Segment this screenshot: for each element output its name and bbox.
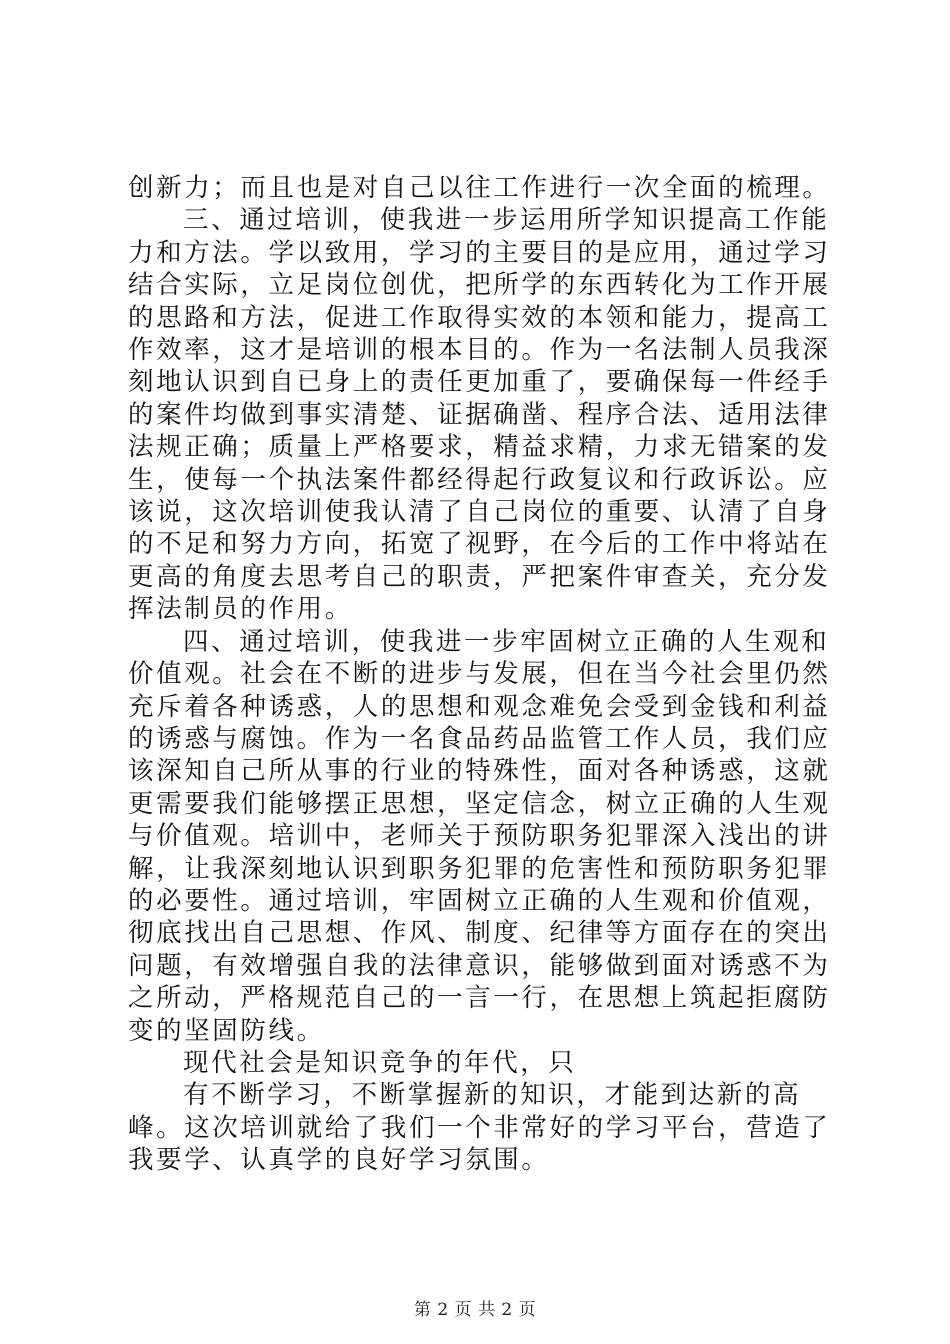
page-number-footer: 第 2 页 共 2 页 [413, 1300, 537, 1320]
paragraph-closing: 有不断学习，不断掌握新的知识，才能到达新的高峰。这次培训就给了我们一个非常好的学习平台，营造了我要学、认真学的良好学习氛围。 [128, 1080, 831, 1176]
document-body [128, 172, 848, 1177]
paragraph-section-three: 三、通过培训，使我进一步运用所学知识提高工作能力和方法。学以致用，学习的主要目的是应用，通过学习结合实际，立足岗位创优，把所学的东西转化为工作开展的思路和方法，促进工作取得实效的本领和能力，提高工作效率，这才是培训的根本目的。作为一名法制人员我深刻地认识到自已身上的责任更加重了，要确保每一件经手的案件均做到事实清楚、证据确凿、程序合法、适用法律法规正确；质量上严格要求，精益求精，力求无错案的发生，使每一个执法案件都经得起行政复议和行政诉讼。应该说，这次培训使我认清了自己岗位的重要、认清了自身的不足和努力方向，拓宽了视野，在今后的工作中将站在更高的角度去思考自己的职责，严把案件审查关，充分发挥法制员的作用。 [128, 205, 831, 625]
paragraph-fragment: 现代社会是知识竞争的年代，只 [183, 1047, 577, 1078]
paragraph-section-four: 四、通过培训，使我进一步牢固树立正确的人生观和价值观。社会在不断的进步与发展，但在当今社会里仍然充斥着各种诱惑，人的思想和观念难免会受到金钱和利益的诱惑与腐蚀。作为一名食品药品监管工作人员，我们应该深知自己所从事的行业的特殊性，面对各种诱惑，这就更需要我们能够摆正思想，坚定信念，树立正确的人生观与价值观。培训中，老师关于预防职务犯罪深入浅出的讲解，让我深刻地认识到职务犯罪的危害性和预防职务犯罪的必要性。通过培训，牢固树立正确的人生观和价值观，彻底找出自己思想、作风、制度、纪律等方面存在的突出问题，有效增强自我的法律意识，能够做到面对诱惑不为之所动，严格规范自己的一言一行，在思想上筑起拒腐防变的坚固防线。 [128, 626, 831, 1046]
paragraph-continuation: 创新力；而且也是对自己以往工作进行一次全面的梳理。 [128, 173, 831, 203]
